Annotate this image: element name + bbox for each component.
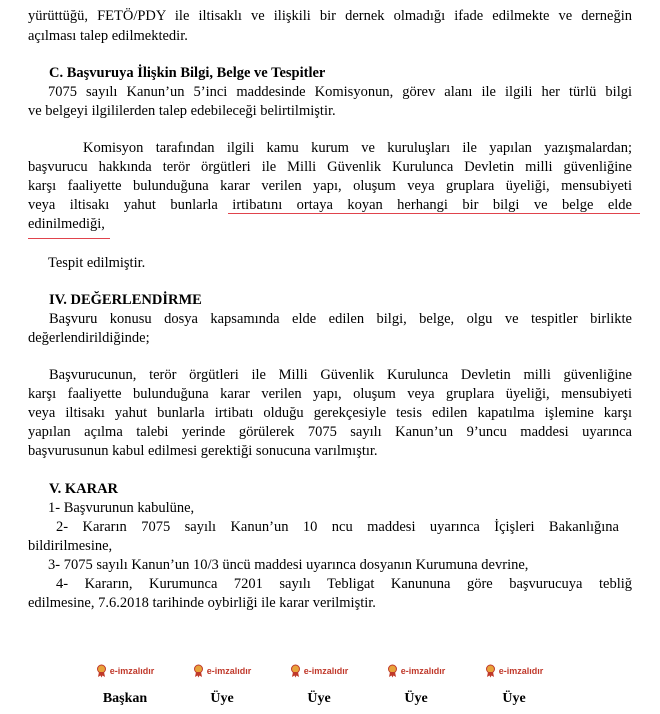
section-heading: IV. DEĞERLENDİRME [49, 292, 202, 308]
text-line: başvurusunun kabul edilmesi gerektiği sonucuna varılmıştır. [28, 443, 378, 459]
text-line: edilmesine, 7.6.2018 tarihinde oybirliği ile karar verilmiştir. [28, 595, 376, 611]
text-line: veya iltisakı yahut bunlarla irtibatını ortaya koyan herhangi bir bilgi ve belge elde [28, 197, 632, 213]
signatory-role: Üye [404, 691, 428, 706]
stamp-label: e-imzalıdır [109, 666, 155, 676]
ribbon-seal-icon [96, 664, 107, 678]
ribbon-seal-icon [387, 664, 398, 678]
text-line: yapılan açılma talebi yerinde görülerek 7075 sayılı Kanun’un 9’uncu maddesi uyarınca [28, 424, 632, 440]
stamp-label: e-imzalıdır [206, 666, 252, 676]
stamp-label: e-imzalıdır [400, 666, 446, 676]
list-item: 1- Başvurunun kabulüne, [48, 500, 195, 516]
text-line: açılması talep edilmektedir. [28, 28, 188, 44]
annotation-underline [228, 213, 640, 214]
list-item: 4- Kararın, Kurumunca 7201 sayılı Tebligat Kanununa göre başvurucuya tebliğ [56, 576, 632, 592]
signature-block [276, 664, 362, 708]
text-line: Tespit edilmiştir. [48, 255, 146, 271]
text-line: ve belgeyi ilgililerden talep edebileceği belirtilmiştir. [28, 103, 336, 119]
stamp-label: e-imzalıdır [498, 666, 544, 676]
section-heading: V. KARAR [49, 481, 119, 497]
text-line: bildirilmesine, [28, 538, 113, 554]
signature-block [373, 664, 459, 708]
list-item: 3- 7075 sayılı Kanun’un 10/3 üncü maddesi uyarınca dosyanın Kurumuna devrine, [48, 557, 529, 573]
e-signature-stamp [276, 664, 362, 678]
ribbon-seal-icon [290, 664, 301, 678]
text-line: yürüttüğü, FETÖ/PDY ile iltisaklı ve ilişkili bir dernek olmadığı ifade edilmekte ve derneğin [28, 8, 632, 24]
text-line: edinilmediği, [28, 216, 105, 232]
signature-block [82, 664, 168, 708]
stamp-label: e-imzalıdır [303, 666, 349, 676]
signatory-role: Üye [210, 691, 234, 706]
text-line: değerlendirildiğinde; [28, 330, 150, 346]
text-line: karşı faaliyette bulunduğuna karar verilen yapı, oluşum veya gruplara üyeliği, mensubiyeti [28, 386, 632, 402]
e-signature-stamp [82, 664, 168, 678]
signatory-role: Başkan [102, 691, 148, 706]
annotation-underline [28, 238, 110, 239]
text-line: 7075 sayılı Kanun’un 5’inci maddesinde Komisyonun, görev alanı ile ilgili her türlü bilgi [48, 84, 632, 100]
text-line: veya iltisakı yahut bunlarla irtibatı olduğu gerekçesiyle tesis edilen kapatılma işlemine karşı [28, 405, 632, 421]
signature-block [179, 664, 265, 708]
e-signature-stamp [471, 664, 557, 678]
section-heading: C. Başvuruya İlişkin Bilgi, Belge ve Tespitler [49, 65, 326, 81]
list-item: 2- Kararın 7075 sayılı Kanun’un 10 ncu maddesi uyarınca İçişleri Bakanlığına [56, 519, 619, 535]
text-line: Komisyon tarafından ilgili kamu kurum ve kuruluşları ile yapılan yazışmalardan; [83, 140, 632, 156]
signatory-role: Üye [307, 691, 331, 706]
e-signature-stamp [373, 664, 459, 678]
text-line: başvurucu hakkında terör örgütleri ile Milli Güvenlik Kurulunca Devletin milli güvenliğine [28, 159, 632, 175]
signatory-role: Üye [502, 691, 526, 706]
text-line: karşı faaliyette bulunduğuna karar verilen yapı, oluşum veya gruplara üyeliği, mensubiyeti [28, 178, 632, 194]
ribbon-seal-icon [193, 664, 204, 678]
text-line: Başvuru konusu dosya kapsamında elde edilen bilgi, belge, olgu ve tespitler birlikte [49, 311, 632, 327]
e-signature-stamp [179, 664, 265, 678]
ribbon-seal-icon [485, 664, 496, 678]
text-line: Başvurucunun, terör örgütleri ile Milli Güvenlik Kurulunca Devletin milli güvenliğine [49, 367, 632, 383]
signature-block [471, 664, 557, 708]
